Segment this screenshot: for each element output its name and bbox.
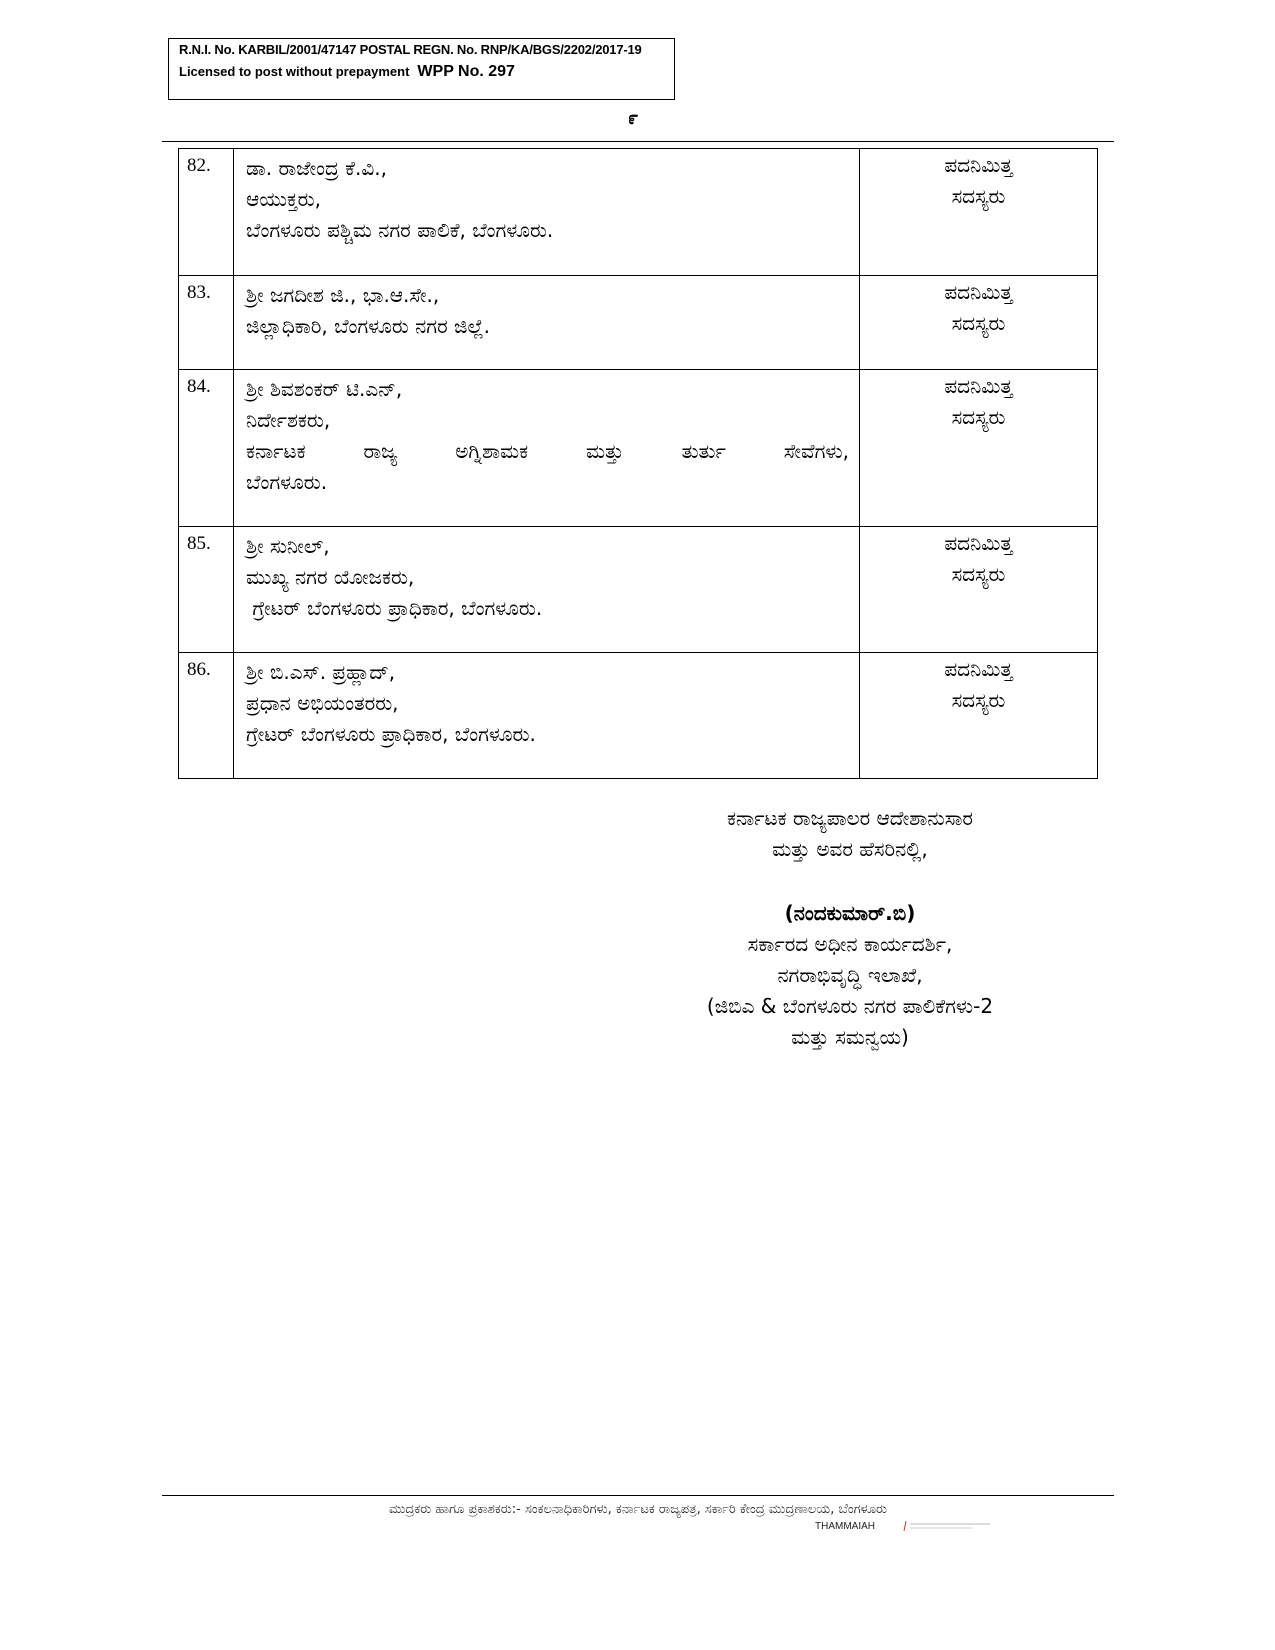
members-table <box>178 148 1098 779</box>
registration-box <box>168 38 675 100</box>
member-designation: ನಿರ್ದೇಶಕರು, <box>246 408 331 432</box>
license-text: Licensed to post without prepayment <box>179 64 410 79</box>
printer-line: ಮುದ್ರಕರು ಹಾಗೂ ಪ್ರಕಾಶಕರು:- ಸಂಕಲನಾಧಿಕಾರಿಗಳು, ಕರ್ನಾಟಕ ರಾಜ್ಯಪತ್ರ, ಸರ್ಕಾರಿ ಕೇಂದ್ರ ಮುದ್ರಣಾಲಯ, ಬೆಂಗಳೂರು <box>388 1502 888 1517</box>
table-row <box>179 527 1098 653</box>
signatory-section: ಮತ್ತು ಸಮನ್ವಯ) <box>791 1025 909 1049</box>
operator-name: THAMMAIAH <box>815 1521 875 1532</box>
member-number: 84. <box>179 370 234 527</box>
role-line: ಪದನಿಮಿತ್ತ <box>944 374 1013 398</box>
order-statement <box>600 803 1100 865</box>
member-office: ಬೆಂಗಳೂರು ಪಶ್ಚಿಮ ನಗರ ಪಾಲಿಕೆ, ಬೆಂಗಳೂರು. <box>246 218 554 242</box>
signatory-section: (ಜಿಬಿಎ & ಬೆಂಗಳೂರು ನಗರ ಪಾಲಿಕೆಗಳು-2 <box>706 994 994 1018</box>
role-line: ಸದಸ್ಯರು <box>951 688 1006 712</box>
member-name: ಶ್ರೀ ಜಗದೀಶ ಜಿ., ಭಾ.ಆ.ಸೇ., <box>246 283 440 307</box>
table-row <box>179 276 1098 370</box>
member-details <box>234 276 860 370</box>
role-line: ಸದಸ್ಯರು <box>951 562 1006 586</box>
table-row <box>179 653 1098 779</box>
member-details <box>234 149 860 276</box>
header-rule <box>162 141 1114 142</box>
signatory-designation: ಸರ್ಕಾರದ ಅಧೀನ ಕಾರ್ಯದರ್ಶಿ, <box>747 932 953 956</box>
member-office: ಕರ್ನಾಟಕ ರಾಜ್ಯ ಅಗ್ನಿಶಾಮಕ ಮತ್ತು ತುರ್ತು ಸೇವೆಗಳು, <box>246 439 849 463</box>
role-line: ಪದನಿಮಿತ್ತ <box>944 531 1013 555</box>
member-number: 82. <box>179 149 234 276</box>
member-designation: ಮುಖ್ಯ ನಗರ ಯೋಜಕರು, <box>246 565 415 589</box>
member-number: 83. <box>179 276 234 370</box>
member-role <box>860 276 1098 370</box>
order-line: ಮತ್ತು ಅವರ ಹೆಸರಿನಲ್ಲಿ, <box>772 837 928 861</box>
member-name: ಶ್ರೀ ಶಿವಶಂಕರ್ ಟಿ.ಎನ್, <box>246 377 403 401</box>
member-name: ಶ್ರೀ ಬಿ.ಎಸ್. ಪ್ರಹ್ಲಾದ್, <box>246 660 396 684</box>
registration-line: R.N.I. No. KARBIL/2001/47147 POSTAL REGN. No. RNP/KA/BGS/2202/2017-19 <box>179 42 642 57</box>
table-row <box>179 370 1098 527</box>
member-details <box>234 653 860 779</box>
member-name: ಶ್ರೀ ಸುನೀಲ್, <box>246 534 330 558</box>
member-designation: ಪ್ರಧಾನ ಅಭಿಯಂತರರು, <box>246 691 399 715</box>
role-line: ಸದಸ್ಯರು <box>951 405 1006 429</box>
signatory-department: ನಗರಾಭಿವೃದ್ಧಿ ಇಲಾಖೆ, <box>777 963 923 987</box>
signature-block <box>600 898 1100 1053</box>
license-line <box>179 63 674 81</box>
member-details <box>234 370 860 527</box>
member-details <box>234 527 860 653</box>
page-number: ೯ <box>628 108 639 129</box>
member-number: 86. <box>179 653 234 779</box>
table-row <box>179 149 1098 276</box>
member-designation: ಜಿಲ್ಲಾಧಿಕಾರಿ, ಬೆಂಗಳೂರು ನಗರ ಜಿಲ್ಲೆ. <box>246 314 490 338</box>
member-office: ಗ್ರೇಟರ್ ಬೆಂಗಳೂರು ಪ್ರಾಧಿಕಾರ, ಬೆಂಗಳೂರು. <box>246 722 536 746</box>
member-office-city: ಬೆಂಗಳೂರು. <box>246 470 328 494</box>
order-line: ಕರ್ನಾಟಕ ರಾಜ್ಯಪಾಲರ ಆದೇಶಾನುಸಾರ <box>726 806 973 830</box>
role-line: ಪದನಿಮಿತ್ತ <box>944 153 1013 177</box>
role-line: ಸದಸ್ಯರು <box>951 184 1006 208</box>
member-role <box>860 653 1098 779</box>
role-line: ಸದಸ್ಯರು <box>951 311 1006 335</box>
wpp-number: WPP No. 297 <box>417 63 515 80</box>
member-role <box>860 527 1098 653</box>
member-name: ಡಾ. ರಾಜೇಂದ್ರ ಕೆ.ವಿ., <box>246 156 387 180</box>
member-designation: ಆಯುಕ್ತರು, <box>246 187 321 211</box>
member-role <box>860 370 1098 527</box>
footer-rule <box>162 1495 1114 1496</box>
role-line: ಪದನಿಮಿತ್ತ <box>944 657 1013 681</box>
digital-signature-mark <box>902 1520 992 1532</box>
role-line: ಪದನಿಮಿತ್ತ <box>944 280 1013 304</box>
signatory-name: (ನಂದಕುಮಾರ್.ಬಿ) <box>784 901 916 925</box>
member-office: ಗ್ರೇಟರ್ ಬೆಂಗಳೂರು ಪ್ರಾಧಿಕಾರ, ಬೆಂಗಳೂರು. <box>246 596 543 620</box>
member-number: 85. <box>179 527 234 653</box>
member-role <box>860 149 1098 276</box>
